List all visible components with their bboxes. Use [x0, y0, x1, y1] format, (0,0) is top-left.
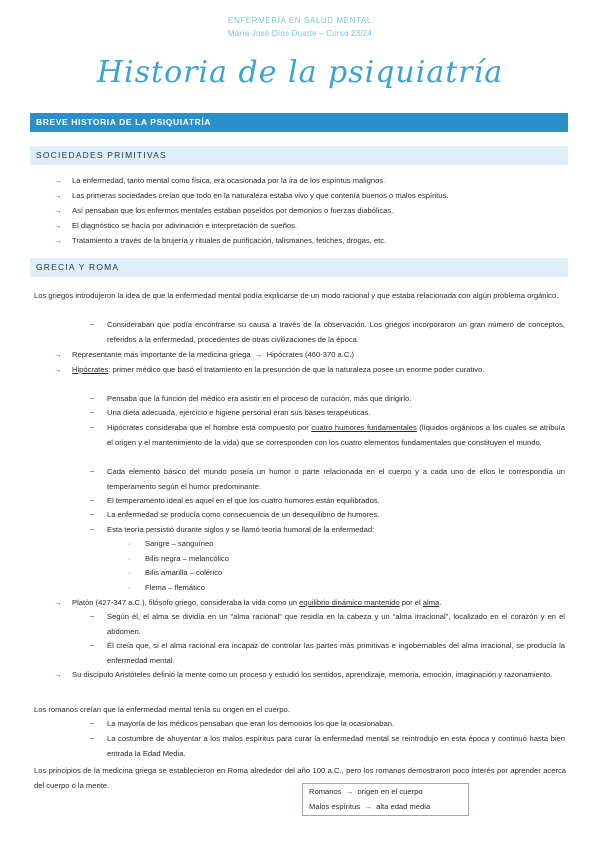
dot-bullet: · [128, 539, 131, 548]
dash-item: − Una dieta adecuada, ejercicio e higiene personal eran sus bases terapéuticas. [91, 406, 565, 421]
arrow-icon: → [54, 221, 62, 230]
course-header: ENFERMERÍA EN SALUD MENTAL [228, 16, 372, 25]
list-item: → Así pensaban que los enfermos mentales estaban poseídos por demonios o fuerzas diabólicas. [54, 204, 564, 219]
humor-item: · Bilis amarilla – colérico [128, 566, 222, 581]
arrow-icon: → [250, 350, 267, 359]
dash-bullet: − [90, 467, 95, 476]
dash-item: − Pensaba que la función del médico era asistir en el proceso de curación, más que dirigirlo. [91, 392, 565, 407]
arrow-icon: → [360, 801, 377, 811]
dash-bullet: − [90, 408, 95, 417]
dash-bullet: − [90, 734, 95, 743]
dash-item: − Hipócrates consideraba que el hombre está compuesto por cuatro humores fundamentales (líquidos orgánicos a los cuales se atribuía el origen y el mantenimiento de la vida) que se corresponden con los cuatro elementos fundamentales que constituyen el mundo. [90, 423, 565, 447]
humor-item: · Sangre – sanguíneo [128, 537, 213, 552]
arrow-icon: → [54, 236, 62, 245]
list-item: → La enfermedad, tanto mental como física, era ocasionada por la ira de los espíritus malignos. [54, 174, 564, 189]
list-item: → Representante más importante de la medicina griega → Hipócrates (460-370 a.C.) [54, 348, 564, 363]
list-item: → Hipócrates: primer médico que basó el tratamiento en la presunción de que la naturaleza posee un enorme poder curativo. [54, 363, 566, 378]
note-line: Romanos → origen en el cuerpo [309, 787, 423, 796]
arrow-icon: → [54, 670, 62, 679]
paragraph-intro: Los griegos introdujeron la idea de que la enfermedad mental podía explicarse de un modo racional y que estaba relacionada con algún problema orgánico. [34, 291, 559, 300]
dash-bullet: − [90, 510, 95, 519]
paragraph-romanos: Los romanos creían que la enfermedad mental tenía su origen en el cuerpo. [34, 705, 290, 714]
dash-item: − La costumbre de ahuyentar a los malos espíritus para curar la enfermedad mental se reintrodujo en esta época y continuó hasta bien entrada la Edad Media. [90, 734, 565, 758]
list-item: → Tratamiento a través de la brujería y rituales de purificación, talismanes, fetiches, drogas, etc. [54, 234, 564, 249]
dash-item: − Esta teoría persistió durante siglos y se llamó teoría humoral de la enfermedad: [91, 523, 565, 538]
subsection-heading-sociedades: SOCIEDADES PRIMITIVAS [30, 146, 568, 165]
dot-bullet: · [128, 583, 131, 592]
dash-item: − Consideraban que podía encontrarse su causa a través de la observación. Los griegos incorporaron un gran número de conceptos, referidos a la enfermedad, procedentes de otras civilizaciones de la época. [90, 320, 565, 344]
dash-item: − El temperamento ideal es aquel en el que los cuatro humores están equilibrados. [91, 494, 565, 509]
section-heading-main: BREVE HISTORIA DE LA PSIQUIATRÍA [30, 113, 568, 132]
list-item: → Las primeras sociedades creían que todo en la naturaleza estaba vivo y que contenía buenos o malos espíritus. [54, 189, 564, 204]
dash-bullet: − [90, 496, 95, 505]
dash-item: − La mayoría de los médicos pensaban que eran los demonios los que la ocasionaban. [91, 717, 565, 732]
list-item: → El diagnóstico se hacía por adivinación e interpretación de sueños. [54, 219, 564, 234]
arrow-icon: → [54, 206, 62, 215]
dash-bullet: − [90, 423, 95, 432]
dot-bullet: · [128, 568, 131, 577]
dash-bullet: − [90, 320, 95, 329]
dash-item: − La enfermedad se producía como consecuencia de un desequilibrio de humores. [91, 508, 565, 523]
arrow-icon: → [54, 176, 62, 185]
dash-item: − Cada elemento básico del mundo poseía un humor o parte relacionada en el cuerpo y a cada uno de ellos le correspondía un temperamento según el humor predominante. [90, 467, 565, 491]
dot-bullet: · [128, 554, 131, 563]
author-header: María José Díos Duarte – Curso 23/24 [227, 29, 373, 38]
arrow-icon: → [54, 598, 62, 607]
list-item: → Su discípulo Aristóteles definió la mente como un proceso y estudió los sentidos, aprendizaje, memoria, emoción, imaginación y razonamiento. [54, 668, 566, 683]
arrow-icon: → [54, 350, 62, 359]
arrow-icon: → [54, 191, 62, 200]
page-title: Historia de la psiquiatría [96, 55, 504, 90]
arrow-icon: → [341, 787, 358, 796]
dash-item: − Él creía que, si el alma racional era incapaz de controlar las partes más primitivas e ingobernables del alma irracional, se producía la enfermedad mental. [90, 641, 565, 665]
humor-item: · Bilis negra – melancólico [128, 552, 229, 567]
humor-item: · Flema – flemático [128, 581, 205, 596]
note-line: Malos espíritus → alta edad media [309, 801, 431, 811]
list-item: → Platón (427-347 a.C.), filósofo griego, consideraba la vida como un equilibrio dinámico mantenido por el alma. [54, 596, 564, 611]
note-box [302, 783, 469, 816]
dash-bullet: − [90, 641, 95, 650]
arrow-icon: → [54, 365, 62, 374]
dash-bullet: − [90, 525, 95, 534]
dash-bullet: − [90, 394, 95, 403]
subsection-heading-grecia: GRECIA Y ROMA [30, 258, 568, 277]
paragraph-final: Los principios de la medicina griega se establecieron en Roma alrededor del año 100 a.C., pero los romanos demostraron poco interés por aprender acerca del cuerpo o la mente. [34, 766, 566, 790]
dash-item: − Según él, el alma se dividía en un “alma racional” que residía en la cabeza y un “alma irracional”, localizado en el corazón y en el abdomen. [90, 612, 565, 636]
dash-bullet: − [90, 719, 95, 728]
dash-bullet: − [90, 612, 95, 621]
